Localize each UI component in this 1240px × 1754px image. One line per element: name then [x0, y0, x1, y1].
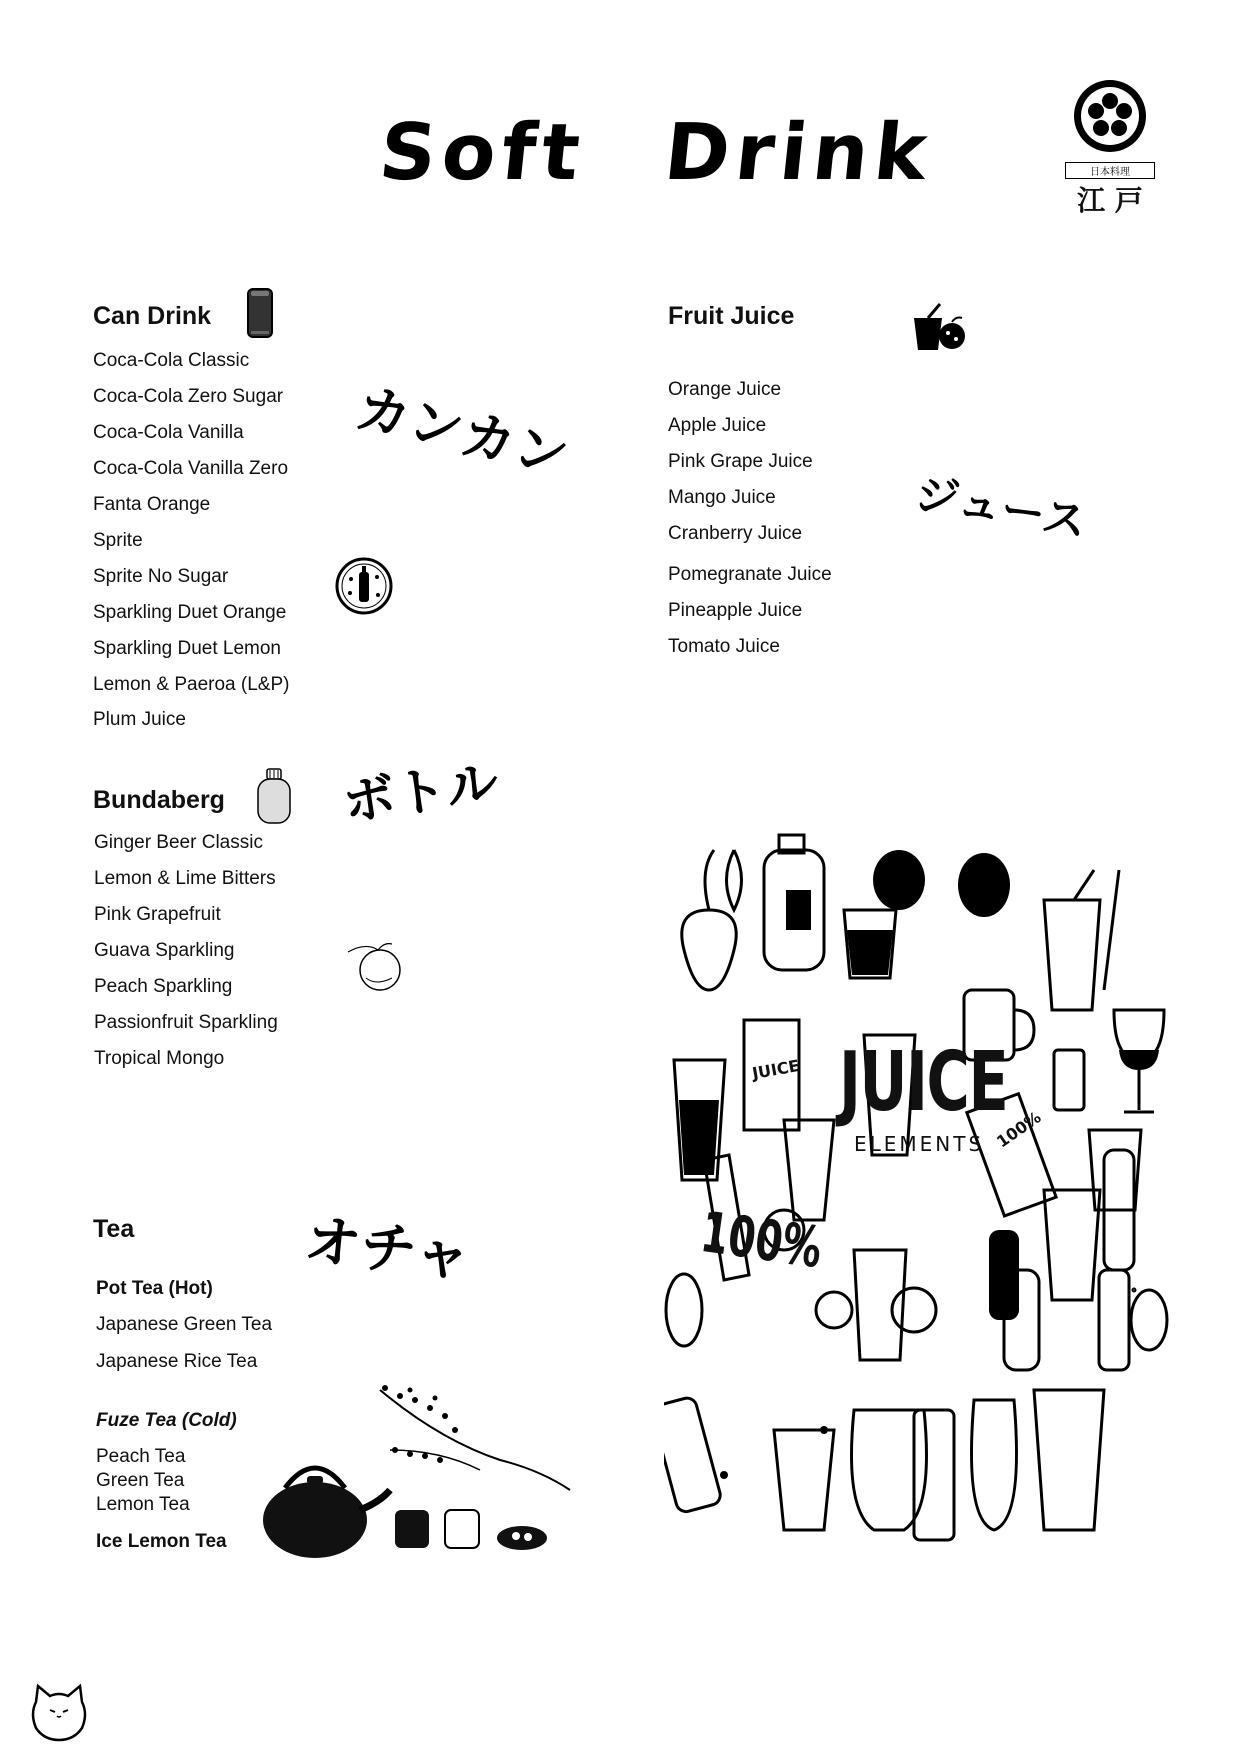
list-item: Orange Juice [668, 379, 782, 400]
list-item: Sparkling Duet Lemon [93, 638, 281, 659]
tea-kana: オチャ [301, 1208, 474, 1291]
fruit-juice-heading: Fruit Juice [668, 302, 795, 330]
list-item: Pink Grapefruit [94, 904, 221, 925]
can-icon [245, 285, 275, 341]
pot-tea-label: Pot Tea (Hot) [96, 1278, 213, 1299]
list-item: Ginger Beer Classic [94, 832, 263, 853]
can-drink-heading: Can Drink [93, 302, 212, 330]
list-item: Japanese Rice Tea [96, 1351, 258, 1372]
list-item: Sparkling Duet Orange [93, 602, 287, 623]
list-item: Pomegranate Juice [668, 564, 832, 585]
hundred-percent-label: 100% [696, 1200, 826, 1282]
list-item: Coca-Cola Classic [93, 350, 250, 371]
list-item: Peach Tea [96, 1446, 186, 1467]
list-item: Japanese Green Tea [96, 1314, 273, 1335]
restaurant-logo [1065, 78, 1155, 219]
list-item: Sprite [93, 530, 143, 551]
tea-heading: Tea [93, 1215, 135, 1243]
fuze-tea-label: Fuze Tea (Cold) [96, 1410, 237, 1431]
bundaberg-heading: Bundaberg [93, 786, 225, 814]
list-item: Cranberry Juice [668, 523, 803, 544]
juice-cup-icon [910, 302, 970, 354]
list-item: Peach Sparkling [94, 976, 233, 997]
cat-icon [28, 1680, 90, 1742]
title-drink: Drink [660, 108, 938, 198]
teapot-icon [260, 1370, 600, 1570]
list-item: Mango Juice [668, 487, 776, 508]
sake-badge-icon [335, 557, 393, 615]
family-crest-icon [1065, 78, 1155, 158]
list-item: Pineapple Juice [668, 600, 803, 621]
list-item: Coca-Cola Vanilla [93, 422, 244, 443]
elements-word: ELEMENTS [854, 1132, 985, 1156]
list-item: Tomato Juice [668, 636, 780, 657]
box-label: 100% [993, 1107, 1045, 1152]
logo-subtitle: 日本料理 [1065, 162, 1155, 179]
can-drink-kana: カンカン [349, 375, 575, 490]
fruit-juice-kana: ジュース [911, 468, 1091, 549]
ice-lemon-tea-label: Ice Lemon Tea [96, 1531, 227, 1552]
list-item: Plum Juice [93, 709, 186, 730]
orange-icon [342, 938, 406, 996]
logo-name: 江 戸 [1077, 184, 1143, 217]
list-item: Guava Sparkling [94, 940, 235, 961]
bundaberg-kana: ボトル [339, 752, 503, 834]
title-soft: Soft [375, 108, 590, 198]
list-item: Lemon Tea [96, 1494, 190, 1515]
carton-label: JUICE [750, 1056, 801, 1083]
juice-word: JUICE [839, 1035, 1008, 1130]
list-item: Tropical Mongo [94, 1048, 225, 1069]
list-item: Green Tea [96, 1470, 185, 1491]
list-item: Pink Grape Juice [668, 451, 813, 472]
list-item: Coca-Cola Vanilla Zero [93, 458, 289, 479]
list-item: Lemon & Lime Bitters [94, 868, 276, 889]
list-item: Coca-Cola Zero Sugar [93, 386, 284, 407]
list-item: Apple Juice [668, 415, 767, 436]
list-item: Lemon & Paeroa (L&P) [93, 674, 290, 695]
juice-elements-illustration [664, 830, 1174, 1600]
list-item: Passionfruit Sparkling [94, 1012, 278, 1033]
list-item: Fanta Orange [93, 494, 211, 515]
bottle-icon [254, 766, 294, 826]
list-item: Sprite No Sugar [93, 566, 229, 587]
